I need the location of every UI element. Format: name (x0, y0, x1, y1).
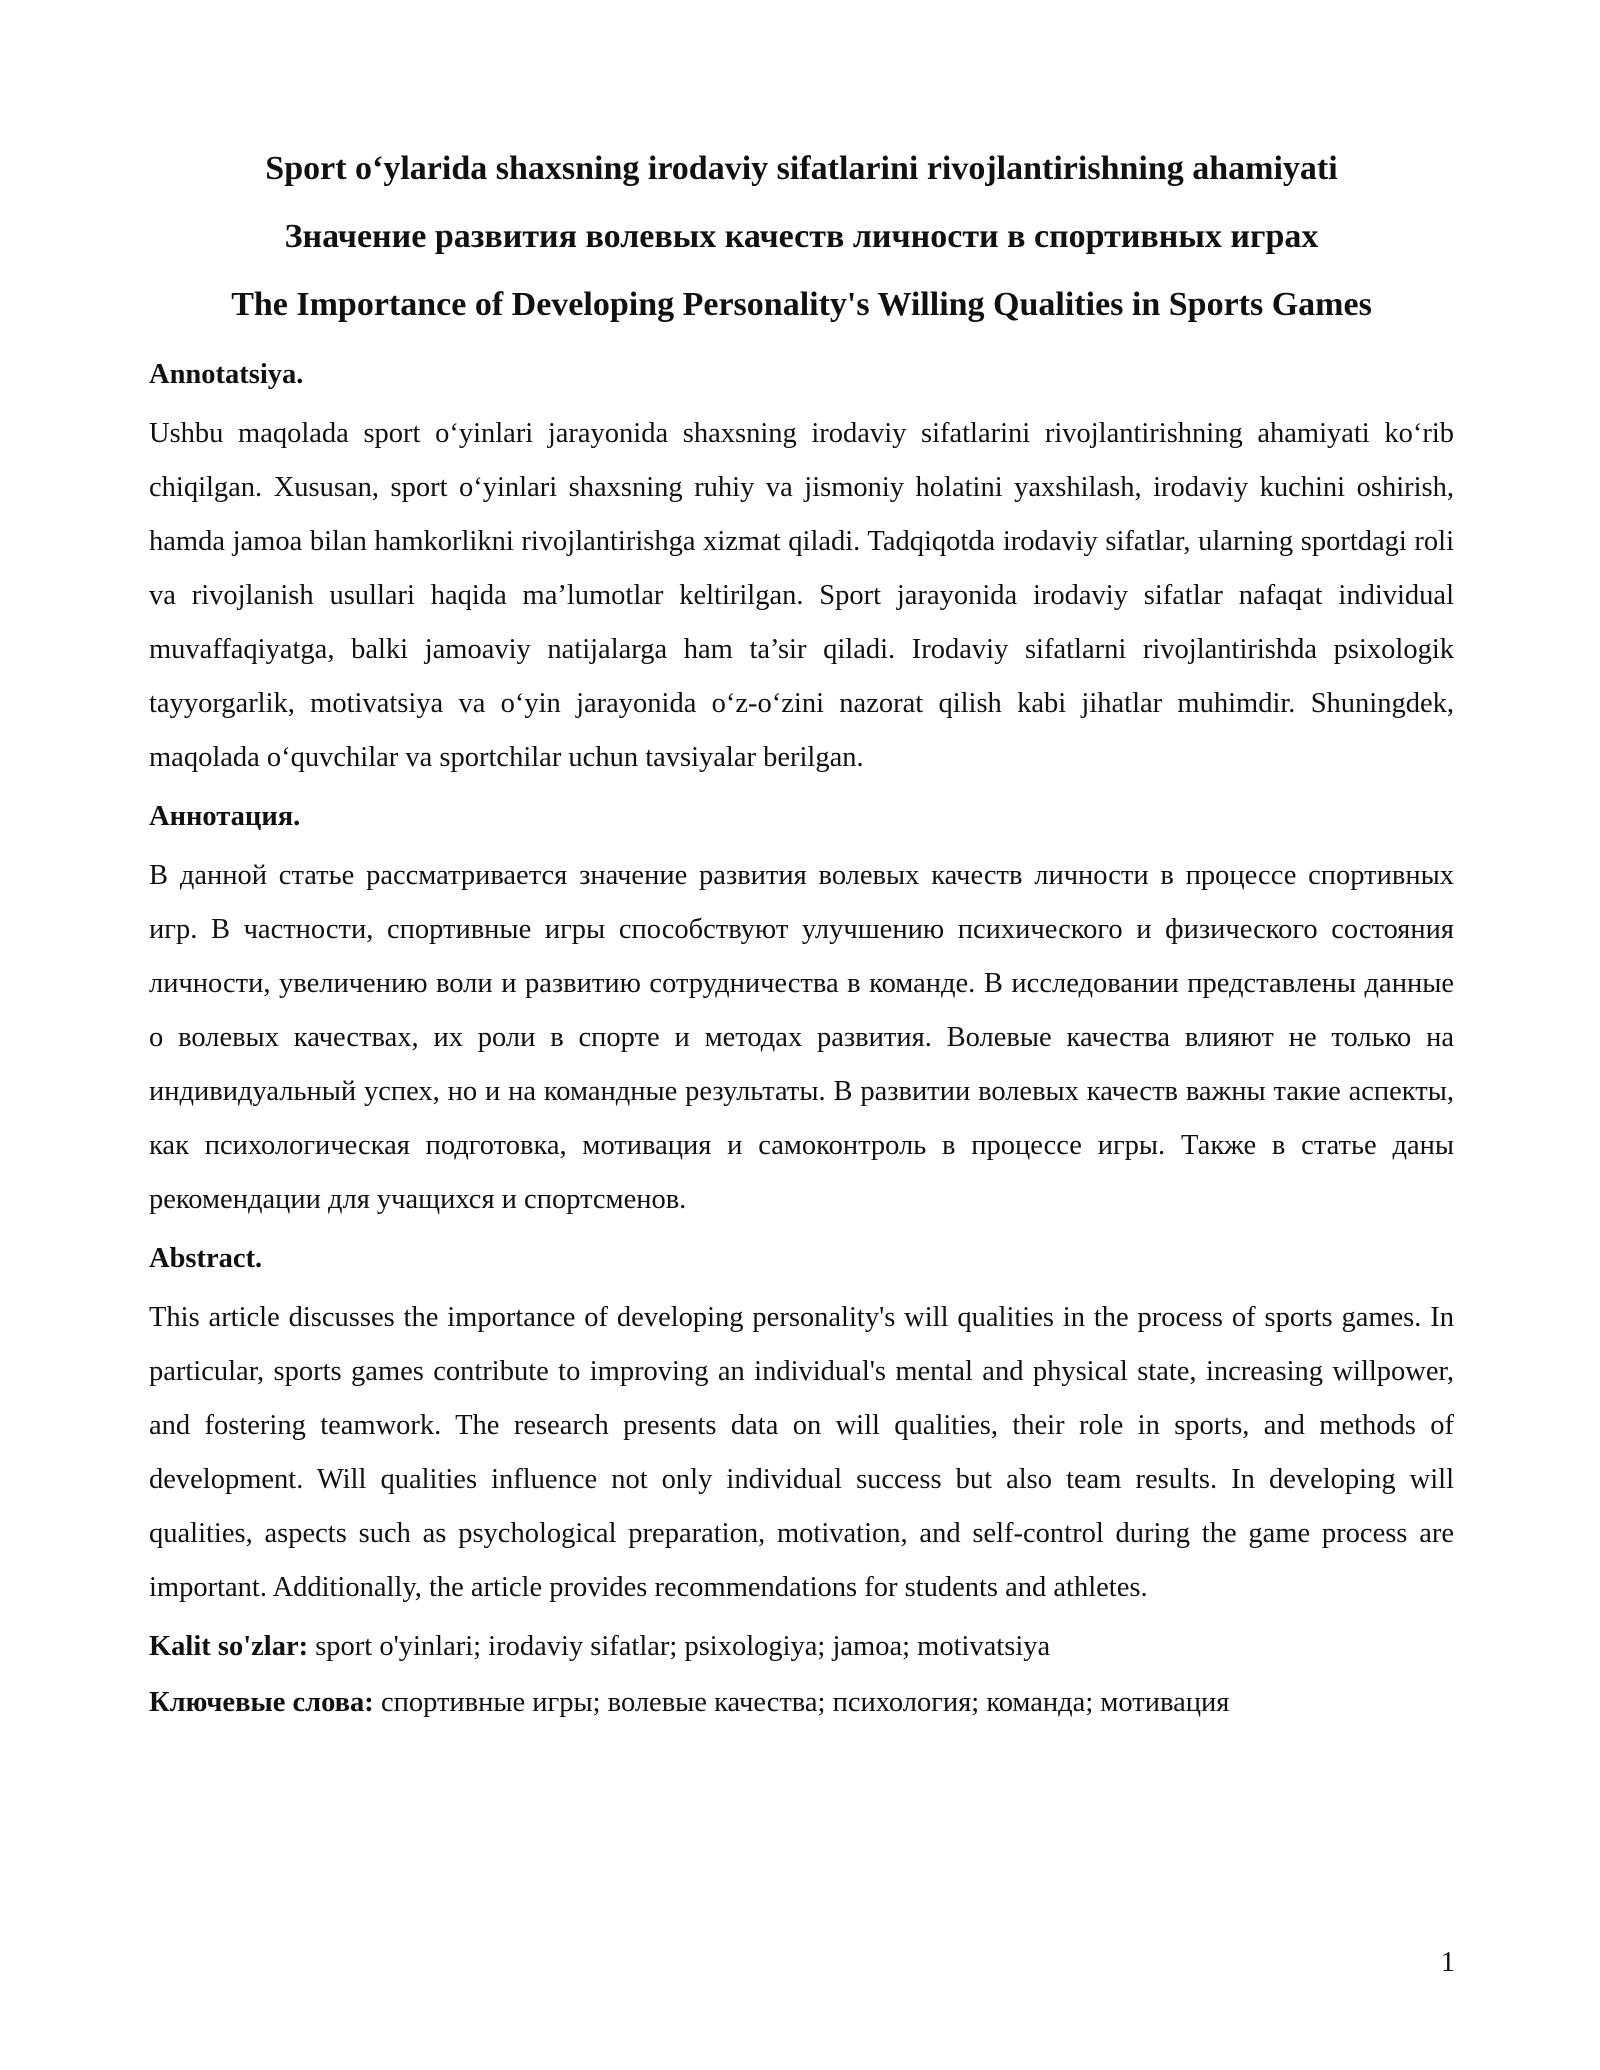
annotation-ru-heading: Аннотация. (149, 801, 301, 832)
page-content (149, 145, 1454, 1739)
title-russian: Значение развития волевых качеств личности в спортивных играх (284, 218, 1319, 255)
page-number: 1 (1440, 1947, 1455, 1978)
keywords-ru-label: Ключевые слова: (149, 1687, 374, 1718)
abstract-en-heading: Abstract. (149, 1243, 263, 1274)
keywords-uz-list: sport o'yinlari; irodaviy sifatlar; psixologiya; jamoa; motivatsiya (308, 1631, 1051, 1662)
title-english: The Importance of Developing Personality's Willing Qualities in Sports Games (231, 286, 1372, 323)
annotation-uz-text: Ushbu maqolada sport o‘yinlari jarayonida shaxsning irodaviy sifatlarini rivojlantirishning ahamiyati ko‘rib chiqilgan. Xususan, sport o‘yinlari shaxsning ruhiy va jismoniy holatini yaxshilash, irodaviy kuchini oshirish, hamda jamoa bilan hamkorlikni rivojlantirishga xizmat qiladi. Tadqiqotda irodaviy sifatlar, ularning sportdagi roli va rivojlanish usullari haqida ma’lumotlar keltirilgan. Sport jarayonida irodaviy sifatlar nafaqat individual muvaffaqiyatga, balki jamoaviy natijalarga ham ta’sir qiladi. Irodaviy sifatlarni rivojlantirishda psixologik tayyorgarlik, motivatsiya va o‘yin jarayonida o‘z-o‘zini nazorat qilish kabi jihatlar muhimdir. Shuningdek, maqolada o‘quvchilar va sportchilar uchun tavsiyalar berilgan. (149, 418, 1454, 773)
keywords-ru-list: спортивные игры; волевые качества; психология; команда; мотивация (373, 1687, 1230, 1718)
keywords-russian (149, 1683, 1454, 1723)
annotation-ru-text: В данной статье рассматривается значение развития волевых качеств личности в процессе спортивных игр. В частности, спортивные игры способствуют улучшению психического и физического состояния личности, увеличению воли и развитию сотрудничества в команде. В исследовании представлены данные о волевых качествах, их роли в спорте и методах развития. Волевые качества влияют не только на индивидуальный успех, но и на командные результаты. В развитии волевых качеств важны такие аспекты, как психологическая подготовка, мотивация и самоконтроль в процессе игры. Также в статье даны рекомендации для учащихся и спортсменов. (149, 860, 1454, 1215)
annotation-uz-heading: Annotatsiya. (149, 359, 304, 390)
title-uzbek: Sport o‘ylarida shaxsning irodaviy sifatlarini rivojlantirishning ahamiyati (265, 150, 1338, 187)
keywords-uz-label: Kalit so'zlar: (149, 1631, 309, 1662)
abstract-en-text: This article discusses the importance of developing personality's will qualities in the process of sports games. In particular, sports games contribute to improving an individual's mental and physical state, increasing willpower, and fostering teamwork. The research presents data on will qualities, their role in sports, and methods of development. Will qualities influence not only individual success but also team results. In developing will qualities, aspects such as psychological preparation, motivation, and self-control during the game process are important. Additionally, the article provides recommendations for students and athletes. (149, 1302, 1454, 1603)
keywords-uzbek (149, 1627, 1454, 1667)
